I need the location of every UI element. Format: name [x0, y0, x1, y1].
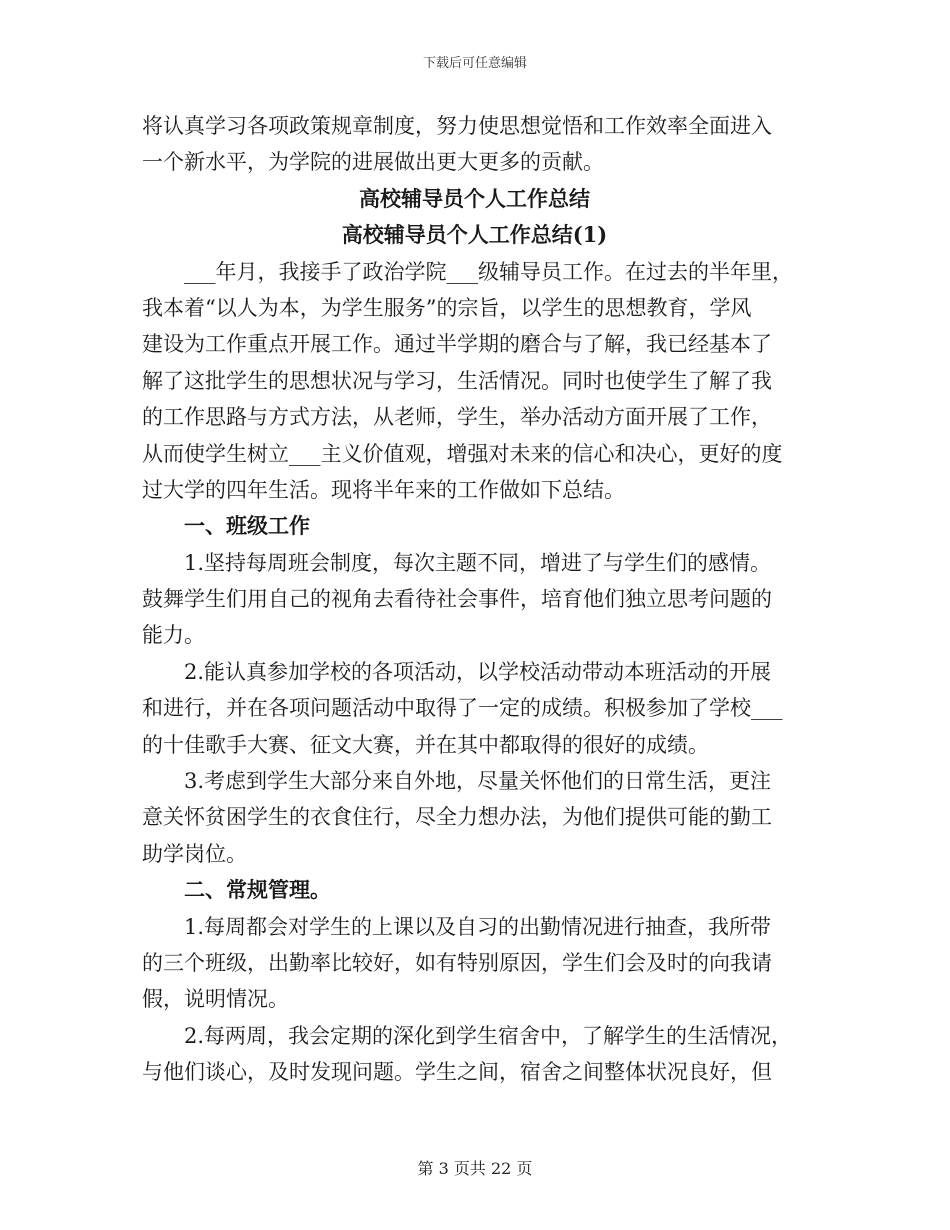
- paragraph-line: 1.坚持每周班会制度，每次主题不同，增进了与学生们的感情。: [184, 550, 772, 575]
- section-title: 高校辅导员个人工作总结(1): [341, 222, 608, 248]
- document-body: [142, 108, 807, 1091]
- paragraph-line: 过大学的四年生活。现将半年来的工作做如下总结。: [142, 477, 625, 502]
- section-heading: 二、常规管理。: [184, 877, 331, 903]
- paragraph-line: 我本着“以人为本，为学生服务”的宗旨，以学生的思想教育，学风: [142, 295, 752, 320]
- section-heading: 一、班级工作: [184, 513, 310, 539]
- paragraph-line: 鼓舞学生们用自己的视角去看待社会事件，培育他们独立思考问题的: [142, 587, 772, 612]
- paragraph-line: 1.每周都会对学生的上课以及自习的出勤情况进行抽查，我所带: [184, 914, 772, 939]
- paragraph-line: 的工作思路与方式方法，从老师，学生，举办活动方面开展了工作，: [142, 405, 772, 430]
- paragraph-line: 从而使学生树立___主义价值观，增强对未来的信心和决心，更好的度: [142, 441, 783, 466]
- paragraph-line: 与他们谈心，及时发现问题。学生之间，宿舍之间整体状况良好，但: [142, 1060, 772, 1085]
- paragraph-line: 的十佳歌手大赛、征文大赛，并在其中都取得的很好的成绩。: [142, 732, 709, 757]
- paragraph-line: 和进行，并在各项问题活动中取得了一定的成绩。积极参加了学校___: [142, 696, 783, 721]
- paragraph-line: 3.考虑到学生大部分来自外地，尽量关怀他们的日常生活，更注: [184, 769, 772, 794]
- paragraph-line: 的三个班级，出勤率比较好，如有特别原因，学生们会及时的向我请: [142, 950, 772, 975]
- paragraph-line: 意关怀贫困学生的衣食住行，尽全力想办法，为他们提供可能的勤工: [142, 805, 772, 830]
- paragraph-line: 解了这批学生的思想状况与学习，生活情况。同时也使学生了解了我: [142, 368, 772, 393]
- paragraph-line: 一个新水平，为学院的进展做出更大更多的贡献。: [142, 150, 604, 175]
- page-number: 第 3 页共 22 页: [417, 1159, 533, 1178]
- paragraph-line: 能力。: [142, 623, 205, 648]
- page-header: 下载后可任意编辑: [422, 56, 527, 71]
- paragraph-line: 假，说明情况。: [142, 987, 289, 1012]
- paragraph-line: 将认真学习各项政策规章制度，努力使思想觉悟和工作效率全面进入: [142, 114, 772, 138]
- paragraph-line: 2.能认真参加学校的各项活动，以学校活动带动本班活动的开展: [184, 659, 772, 684]
- paragraph-line: 助学岗位。: [142, 841, 247, 866]
- paragraph-line: ___年月，我接手了政治学院___级辅导员工作。在过去的半年里，: [184, 259, 793, 284]
- paragraph-line: 建设为工作重点开展工作。通过半学期的磨合与了解，我已经基本了: [142, 332, 772, 357]
- document-title: 高校辅导员个人工作总结: [359, 185, 590, 211]
- paragraph-line: 2.每两周，我会定期的深化到学生宿舍中，了解学生的生活情况，: [184, 1023, 793, 1048]
